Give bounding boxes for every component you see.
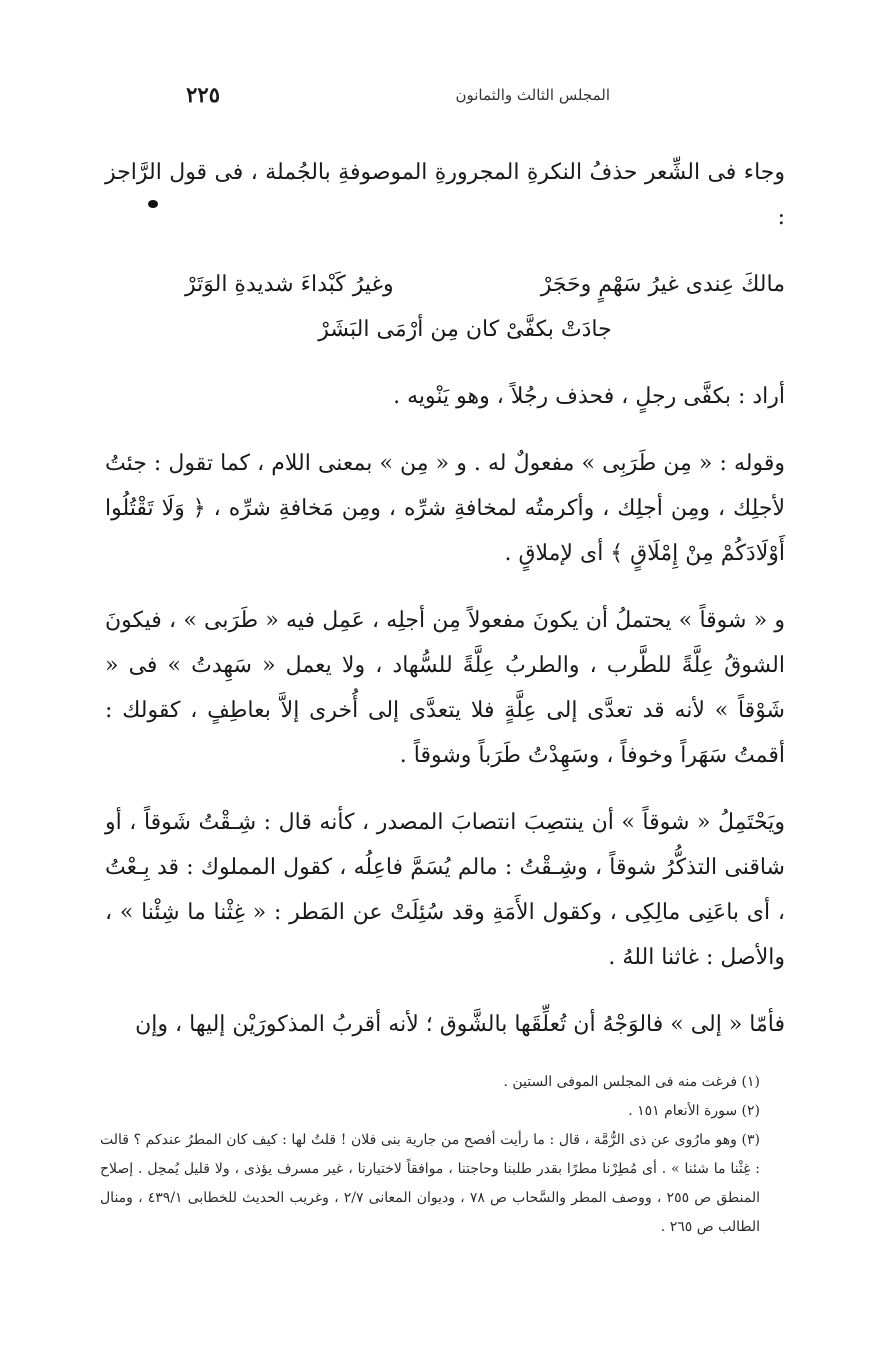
- verse-hemistich-2: جادَتْ بكفَّىْ كان مِن أرْمَى البَشَرْ: [318, 317, 612, 342]
- footnote-1: (١) فرغت منه فى المجلس الموفى الستين .: [503, 1074, 760, 1090]
- paragraph-5: ويَحْتَمِلُ « شوقاً » أن ينتصِبَ انتصابَ المصدر ، كأنه قال : شِـقْتُ شَوقاً ، أو شاقنى التذكُّرُ شوقاً ، وشِـقْتُ : مالم يُسَمَّ فاعِلُه ، كقول المملوك : قد بِـعْتُ ، أى باعَنِى مالِكِى ، وكقول الأَمَةِ وقد سُئِلَتْ عن المَطر : « غِثْنا ما شِئْنا » ، والأصل : غاثنا اللهُ .: [105, 810, 785, 970]
- paragraph-4: و « شوقاً » يحتملُ أن يكونَ مفعولاً مِن أجلِه ، عَمِل فيه « طَرَبى » ، فيكونَ الشوقُ عِلَّةً للطَّرب ، والطربُ عِلَّةً للسُّهاد ، ولا يعمل « سَهِدتُ » فى « شَوْقاً » لأنه قد تعدَّى إلى عِلَّةٍ فلا يتعدَّى إلى أُخرى إلاَّ بعاطِفٍ ، كقولك : أقمتُ سَهَراً وخوفاً ، وسَهِدْتُ طَرَباً وشوقاً .: [105, 608, 785, 768]
- paragraph-6: فأمّا « إلى » فالوَجْهُ أن تُعلِّقَها بالشَّوق ؛ لأنه أقربُ المذكورَيْن إليها ، وإن: [135, 1012, 785, 1037]
- running-header: [140, 82, 760, 112]
- verse-line-1: [185, 262, 785, 307]
- running-title: المجلس الثالث والثمانون: [455, 86, 610, 104]
- footnote-2: (٢) سورة الأنعام ١٥١ .: [628, 1103, 760, 1119]
- verse-block: [185, 262, 785, 352]
- paragraph-1: وجاء فى الشِّعر حذفُ النكرةِ المجرورةِ الموصوفةِ بالجُملة ، فى قول الرَّاجز :: [105, 160, 785, 230]
- paragraph-3: وقوله : « مِن طَرَبِى » مفعولٌ له . و « مِن » بمعنى اللام ، كما تقول : جئتُ لأجلِك ، ومِن أجلِك ، وأكرمتُه لمخافةِ شرِّه ، ومِن مَخافةِ شرِّه ، ﴿ وَلَا تَقْتُلُوا أَوْلَادَكُمْ مِنْ إِمْلَاقٍ ﴾ أى لإملاقٍ .: [105, 451, 785, 566]
- page-number: ٢٢٥: [186, 82, 220, 107]
- verse-hemistich-1b: وغيرُ كَبْداءَ شديدةِ الوَتَرْ: [185, 272, 394, 297]
- verse-line-2: [185, 307, 785, 352]
- footnotes: [100, 1068, 760, 1242]
- verse-hemistich-1a: مالكَ عِندى غيرُ سَهْمٍ وحَجَرْ: [540, 272, 785, 297]
- paragraph-2: أراد : بكفَّى رجلٍ ، فحذف رجُلاً ، وهو يَنْويه .: [393, 384, 785, 409]
- main-text: [105, 150, 785, 1069]
- footnote-3: (٣) وهو مارُوى عن ذى الرُّمَّة ، قال : ما رأيت أفصح من جارية بنى فلان ! قلتُ لها : كيف كان المطرُ عندكم ؟ قالت : غِثْنا ما شئنا » . أى مُطِرْنا مطرًا بقدر طلبنا وحاجتنا ، موافقاً لاختيارنا ، غير مسرف يؤذى ، ولا قليل يُمحِل . إصلاح المنطق ص ٢٥٥ ، ووصف المطر والسَّحاب ص ٧٨ ، وديوان المعانى ٢/٧ ، وغريب الحديث للخطابى ٤٣٩/١ ، ومنال الطالب ص ٢٦٥ .: [100, 1132, 760, 1235]
